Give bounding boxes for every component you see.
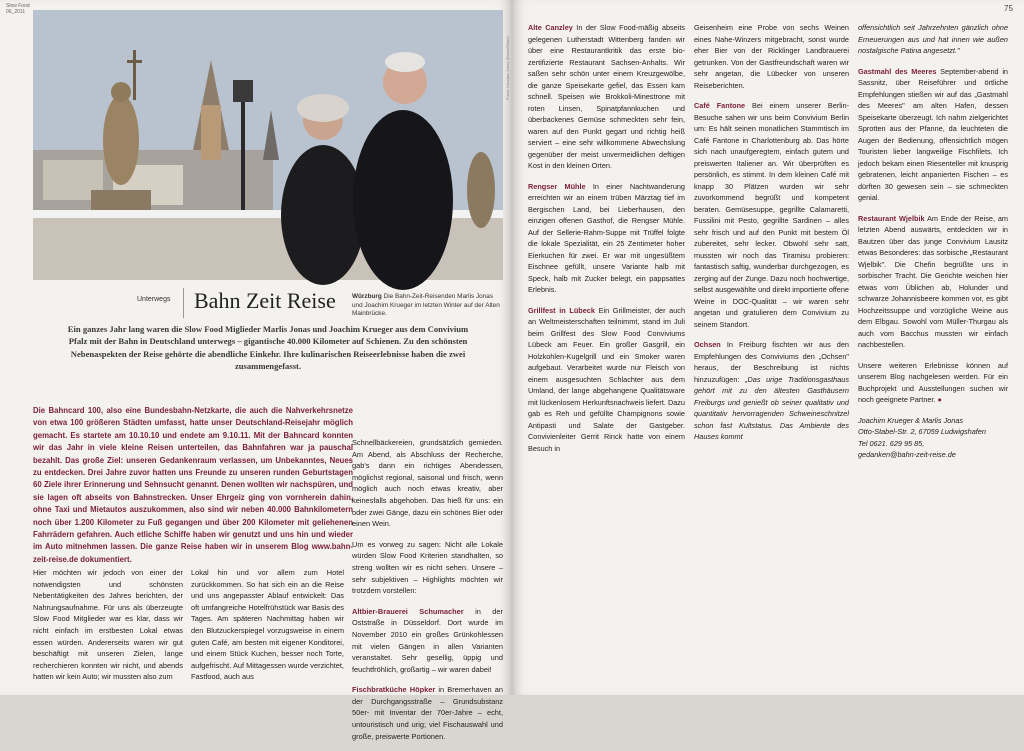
restaurant-name: Restaurant Wjelbik [858, 213, 925, 223]
right-page [512, 0, 1024, 695]
restaurant-name: Altbier-Brauerei Schumacher [352, 606, 464, 616]
restaurant-entry: Ochsen In Freiburg fischten wir aus den Empfehlungen des Conviviums den „Ochsen" heraus, der Beschreibung ist nichts hinzuzufügen: „Das urige Traditionsgasthaus gehört mit zu den ältesten Gasthäusern Freiburgs und genießt ob seiner qualitativ und quantitativ hervorragenden Schweineschnitzel schon fast Kultstatus. Das Ambiente des Hauses kommt [694, 340, 849, 441]
intro-paragraph: Die Bahncard 100, also eine Bundesbahn-Netzkarte, die auch die Nahverkehrsnetze von etwa 100 größeren Städten umfasst, hatte unser Deutschland-Reisejahr möglich gemacht. Es startete am 10.10.10 und endete am 9.10.11. Mit der Bahncard konnten wir das Jahr in viele kleine Reisen unterteilen, das Bahnfahren war ja pauschal bezahlt. Das große Ziel: unseren Gedankenraum verlassen, um Unbekanntes, Neues zu entdecken. Drei Jahre zuvor hatten uns Freunde zu unseren runden Geburtstagen 60 Ziele ihrer Erinnerung und Sehnsucht genannt. Denen wollten wir nachspüren, und sie lagen oft abseits von Bahnstrecken. Unser Ehrgeiz ging von vornherein dahin, ohne Taxi und Mietautos auszukommen, also sind wir neben 40.000 Bahnkilometern noch über 1.200 Kilometer zu Fuß gegangen und über 200 Kilometer mit geliehenen Fahrrädern gefahren. Auch etliche Schiffe haben wir genutzt und uns hin und wieder im Auto mitnehmen lassen. Die ganze Reise haben wir in unserem Blog www.bahn-zeit-reise.de dokumentiert. [33, 406, 353, 564]
body-paragraph: Um es vorweg zu sagen: Nicht alle Lokale würden Slow Food Kriterien standhalten, so streng wollten wir es nicht sehen. Unsere – sehr subjektiven – Highlights möchten wir trotzdem vorstellen: [352, 539, 503, 596]
winter-bridge-illustration [33, 10, 503, 280]
section-kicker: Unterwegs [137, 296, 171, 303]
issue-number: 06_2011 [6, 9, 26, 15]
restaurant-entry: Restaurant Wjelbik Am Ende der Reise, am letzten Abend auswärts, entdeckten wir in Bautzen über das junge Convivium Lausitz etwas Besonderes: das sorbische „Restaurant Wjelbik". Die Chefin begrüßte uns in sorbischer Tracht. Die Gerichte weichen hier etwas vom Üblichen ab, Holunder und schwarze Johannisbeere kommen vor, es gibt Hochzeitssuppe und vorzügliche Weine aus dem Elbgau. Sowohl vom Müller-Thurgau als auch vom Bacchus mussten wir einfach nachbestellen. [858, 213, 1009, 349]
body-paragraph: Hier möchten wir jedoch von einer der notwendigsten und schönsten Nebentätigkeiten des Jahres berichten, der Nahrungsaufnahme. Für uns als überzeugte Slow Food Mitglieder war es klar, dass wir nicht einfach im erstbesten Lokal etwas essen würden. Andererseits waren wir gut beschäftigt mit unseren Zielen, lange recherchieren konnten wir nicht, und abends hatten wir kein Auto; wir mussten also zum [33, 568, 183, 682]
article-title: Bahn Zeit Reise [194, 288, 336, 313]
restaurant-entry: Alte Canzley In der Slow Food-mäßig abseits gelegenen Lutherstadt Wittenberg fanden wir über eine Restaurantkritik das erste bio-zertifizierte Restaurant Sachsen-Anhalts. Wir saßen sehr schön unter einem Kreuzgewölbe, die ganze Speisekarte gefiel, das Essen kam schnell. Speisen wie Brokkoli-Minestrone mit roten Linsen, Spinatpfannkuchen und überbackenes Gemüse schmeckten sehr fein, waren auf den Punkt gegart und richtig heiß serviert – eine sehr willkommene Abwechslung gegenüber der meist unvermeidlichen deftigen Kost in den kleinen Orten. [528, 23, 686, 170]
author-email[interactable]: gedanken@bahn-zeit-reise.de [858, 450, 956, 459]
page-header [6, 3, 30, 15]
restaurant-entry: Rengser Mühle In einer Nachtwanderung erreichten wir an einem trüben Märztag tief im Bergischen Land, bei Lieberhausen, den einzigen offenen Gasthof, die Rengser Mühle. Auf der Sellerie-Rahm-Suppe mit Trüffel folgte die lokale Spezialität, ein 25 Zentimeter hoher Eierkuchen für zwei. Er war mit ungesüßtem Eischnee gefüllt, unsere Variante halb mit Speck, halb mit Zucker belegt, ein pappsattes Erlebnis. [528, 181, 685, 294]
author-phone: Tel 0621. 629 95 85, [858, 438, 925, 448]
author-signature [858, 415, 1008, 461]
restaurant-name: Rengser Mühle [528, 181, 586, 191]
page-number: 75 [1004, 4, 1013, 13]
author-address: Otto-Stabel-Str. 2, 67059 Ludwigshafen [858, 427, 986, 436]
photo-credit: Fotos: Krueger-Jonas (Reise/Bilder) [505, 36, 510, 100]
article-lead: Ein ganzes Jahr lang waren die Slow Food Miglieder Marlis Jonas und Joachim Krueger aus dem Convivium Pfalz mit der Bahn in Deutschland unterwegs – gigantische 40.000 Kilometer auf Schienen. Zu den schönsten Nebenaspekten der Reise gehörte die abendliche Einkehr. Ihre kulinarischen Reiseerlebnisse haben die zwei zusammengefasst. [67, 324, 469, 371]
body-paragraph: Geisenheim eine Probe von sechs Weinen eines Nahe-Winzers mitgebracht, sonst wurde eher Bier von der Ricklinger Landbrauerei getrunken. Von der Gastfreundschaft waren wir sehr angetan, die Lübecker von unseren Reiseberichten. [694, 23, 849, 90]
title-divider [183, 288, 184, 318]
restaurant-name: Fischbratküche Höpker [352, 685, 436, 695]
caption-place: Würzburg [352, 293, 382, 300]
restaurant-entry: Grillfest in Lübeck Ein Grillmeister, der auch an Weltmeisterschaften teilnimmt, stand im Juli beim Grillfest des Slow Food Conviviums Lübeck am Feuer. Ein großer Gasgrill, ein Holzkohlen-Kugelgrill und ein Smoker waren aufgebaut. Verarbeitet wurde nur Fleisch von einem ausgesuchten Schlachter aus dem Umland, der lange abgehangene Qualitätsware mit lückenlosem Herkunftsnachweis liefert. Dazu gab es Reh und gefüllte Champignons sowie Antipasti und Salate der Gastgeber. Convivienleiter Gerrit Rinck hatte von einem Besuch in [528, 305, 685, 453]
author-names: Joachim Krueger & Marlis Jonas [858, 415, 964, 425]
body-column-1 [33, 567, 183, 692]
restaurant-entry: Gastmahl des Meeres September-abend in Sassnitz, über Reiseführer und örtliche Empfehlungen stießen wir auf das „Gastmahl des Meeres" am alten Hafen, dessen Speisekarte überzeugt. Ich nahm zielgerichtet Sprotten aus der Pfanne, da leuchteten die Augen der Bedienung, offensichtlich mögen Touristen lieber langweilige Fischfilets. Ich jedoch bekam einen Riesenteller mit knusprig gebratenen, leicht anpanierten Fischen – es dürften 30 gewesen sein – sie schmeckten genial. [858, 66, 1008, 202]
body-paragraph: Schnellbäckereien, grundsätzlich gemieden. Am Abend, als Abschluss der Recherche, gab's dann ein richtiges Abendessen, möglichst regional, saisonal und frisch, wenn möglich auch noch etwas kreativ, aber keinesfalls abgehoben. Das hieß für uns: ein oder zwei Gänge, dazu ein schönes Bier oder einen Wein. [352, 438, 503, 529]
left-page [0, 0, 512, 741]
body-paragraph: Unsere weiteren Erlebnisse können auf unserem Blog nachgelesen werden. Für ein Buchprojekt und Ausstellungen suchen wir noch geeignete Partner. ● [858, 360, 1008, 404]
restaurant-entry: Café Fantone Bei einem unserer Berlin-Besuche sahen wir uns beim Convivium Berlin um: Es hält seinen monatlichen Stammtisch im Café Fantone in Charlottenburg ab. Das hörte sich nach unaufgeregtem, einfach gutem und preiswerten Italiener an. Wir überprüften es persönlich, es stimmt. In dem kleinen Café mit knapp 30 Plätzen wurden wir sehr zuvorkommend begrüßt und kompetent beraten. Gemüsesuppe, gegrillte Calamaretti, Fussilini mit Pesto, gegrillte Sardinen – alles sehr frisch und auf den Punkt mit bestem Öl zubereitet, sehr lecker. Obwohl sehr satt, mussten wir noch das Tiramisu probieren: fantastisch saftig, wunderbar durchgezogen, es zerging auf der Zunge. Dazu noch hochwertige, selbst ausgewählte und direkt importierte offene Weine in DOC-Qualität – wir waren sehr angetan und gratulieren dem Convivium zu seinem Standort. [694, 101, 850, 329]
end-mark-icon: ● [937, 395, 942, 404]
restaurant-name: Alte Canzley [528, 23, 573, 32]
hero-photo [33, 10, 503, 280]
photo-caption [352, 293, 502, 319]
body-column-2 [191, 567, 344, 692]
right-column-2 [694, 22, 849, 452]
body-column-3 [352, 437, 503, 751]
body-paragraph: Lokal hin und vor allem zum Hotel zurückkommen. So hat sich ein an die Reise und uns angepasster Ablauf entwickelt: Das oft umfangreiche Hotelfrühstück war Basis des Tages. Am späteren Nachmittag haben wir den Blutzuckerspiegel vorzugsweise in einem guten Café, am besten mit eigener Konditorei, und einem Stück Kuchen, besser noch Torte, aufgefrischt. Auf Mittagessen wurde verzichtet, Fastfood, auch aus [191, 568, 344, 682]
right-column-1 [528, 22, 685, 463]
restaurant-name: Ochsen [694, 340, 721, 349]
caption-text: Die Bahn-Zeit-Reisenden Marlis Jonas und Joachim Krueger im letzten Winter auf der Alten Mainbrücke. [352, 293, 500, 318]
magazine-name: Slow Food [6, 3, 30, 9]
restaurant-name: Café Fantone [694, 101, 746, 110]
quote: offensichtlich seit Jahrzehnten gänzlich ohne Erneuerungen aus und hat innen wie außen nostalgische Patina angesetzt." [858, 23, 1008, 55]
restaurant-name: Gastmahl des Meeres [858, 66, 937, 76]
restaurant-entry: Fischbratküche Höpker in Bremerhaven an der Durchgangsstraße – Grundsubstanz 50er- mit Inventar der 70er-Jahre – echt, untouristisch und urig; viel Fischauswahl und große, preiswerte Portionen. [352, 685, 503, 741]
quote: „Das urige Traditionsgasthaus gehört mit zu den ältesten Gasthäusern Freiburgs und genießt ob seiner qualitativ und quantitativ hervorragenden Schweineschnitzel schon fast Kultstatus. Das Ambiente des Hauses kommt [694, 374, 849, 441]
right-column-3 [858, 22, 1008, 461]
restaurant-entry: Altbier-Brauerei Schumacher in der Oststraße in Düsseldorf. Dort wurde im November 2010 ein großes Grünkohlessen mit vielen Gängen in allen Varianten veranstaltet. Sehr gesellig, üppig und feuchtfröhlich, großartig – wir waren dabei! [352, 606, 503, 674]
restaurant-name: Grillfest in Lübeck [528, 305, 595, 315]
